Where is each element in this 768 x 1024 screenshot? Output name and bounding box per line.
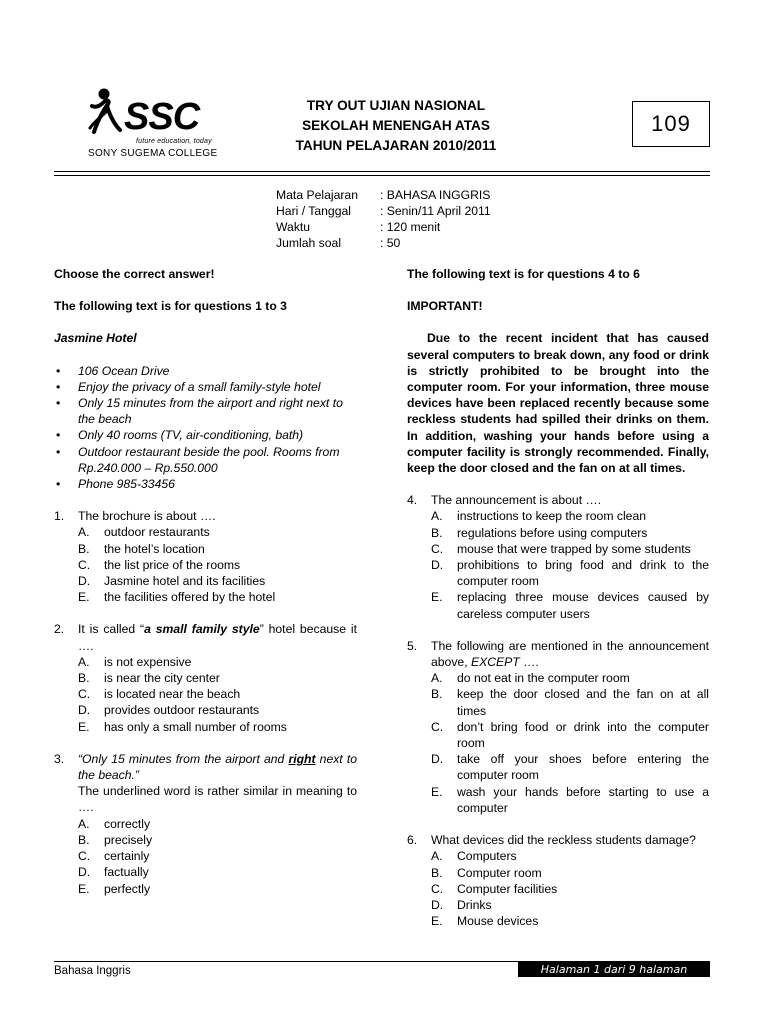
- option[interactable]: [78, 573, 357, 589]
- option[interactable]: [78, 832, 357, 848]
- meta-label: Waktu: [276, 220, 311, 234]
- option-text: outdoor restaurants: [104, 525, 210, 540]
- question-stem: The underlined word is rather similar in meaning to ….: [78, 784, 357, 815]
- question-6: [407, 832, 709, 848]
- option-text: is not expensive: [104, 654, 192, 669]
- question-number: 3.: [54, 751, 65, 766]
- emphasized-word: EXCEPT: [470, 655, 520, 670]
- meta-row: [276, 187, 491, 203]
- question-text: [431, 638, 709, 670]
- question-number: 2.: [54, 622, 65, 637]
- option[interactable]: [431, 541, 709, 557]
- option-letter: D.: [78, 703, 91, 718]
- option-text: the facilities offered by the hotel: [104, 590, 276, 605]
- question-text-part: ” hotel because it ….: [78, 622, 357, 653]
- option[interactable]: [431, 751, 709, 783]
- option-letter: E.: [78, 719, 90, 734]
- option[interactable]: [78, 686, 357, 702]
- option[interactable]: [78, 670, 357, 686]
- meta-label: Mata Pelajaran: [276, 188, 358, 202]
- option-text: replacing three mouse devices caused by careless computer users: [457, 590, 709, 621]
- question-number: 6.: [407, 833, 418, 848]
- option-text: has only a small number of rooms: [104, 719, 287, 734]
- option-letter: E.: [431, 590, 443, 605]
- meta-value: : BAHASA INGGRIS: [380, 188, 491, 202]
- option-text: provides outdoor restaurants: [104, 703, 260, 718]
- list-item: • Only 40 rooms (TV, air-conditioning, bath): [54, 427, 357, 443]
- exam-meta: [276, 187, 491, 251]
- option-text: Computer facilities: [457, 881, 558, 896]
- meta-row: [276, 235, 491, 251]
- option-text: wash your hands before starting to use a computer: [457, 784, 709, 815]
- meta-row: [276, 203, 491, 219]
- quote-part: next to the beach.”: [78, 751, 357, 783]
- footer-page-number: Halaman 1 dari 9 halaman: [518, 962, 710, 977]
- list-item: • Only 15 minutes from the airport and right next to the beach: [54, 395, 357, 427]
- option-letter: B.: [78, 671, 90, 686]
- ssc-wordmark: [80, 82, 230, 142]
- logo-college-name: SONY SUGEMA COLLEGE: [88, 148, 218, 159]
- list-item: • 106 Ocean Drive: [54, 363, 357, 379]
- passage-intro: The following text is for questions 1 to 3: [54, 299, 287, 314]
- option[interactable]: [78, 702, 357, 718]
- option-letter: C.: [431, 881, 444, 896]
- option-letter: B.: [431, 687, 443, 702]
- logo-tagline: future education, today: [136, 138, 212, 145]
- option[interactable]: [78, 881, 357, 897]
- option-text: take off your shoes before entering the computer room: [457, 752, 709, 783]
- passage-title: Jasmine Hotel: [54, 331, 137, 346]
- option[interactable]: [431, 686, 709, 718]
- option[interactable]: [431, 897, 709, 913]
- option-text: is near the city center: [104, 671, 220, 686]
- option[interactable]: [431, 525, 709, 541]
- question-6-options: [431, 848, 709, 929]
- title-line-2: SEKOLAH MENENGAH ATAS: [302, 118, 490, 133]
- option-text: mouse that were trapped by some students: [457, 541, 691, 556]
- option-text: instructions to keep the room clean: [457, 509, 647, 524]
- option[interactable]: [78, 816, 357, 832]
- brochure-list: [54, 363, 357, 493]
- option-letter: A.: [431, 671, 443, 686]
- option-letter: D.: [431, 897, 444, 912]
- option[interactable]: [431, 881, 709, 897]
- meta-label: Hari / Tanggal: [276, 204, 351, 218]
- option-letter: A.: [431, 849, 443, 864]
- option[interactable]: [431, 557, 709, 589]
- left-column: [54, 266, 357, 913]
- option-text: keep the door closed and the fan on at all times: [457, 687, 709, 718]
- instruction: Choose the correct answer!: [54, 267, 215, 281]
- option-letter: B.: [78, 541, 90, 556]
- option-text: Jasmine hotel and its facilities: [104, 574, 266, 589]
- list-item: • Phone 985-33456: [54, 476, 357, 492]
- option-letter: A.: [78, 816, 90, 831]
- question-text-part: It is called “: [78, 622, 145, 637]
- option-letter: E.: [431, 914, 443, 929]
- option-letter: B.: [78, 832, 90, 847]
- option-letter: C.: [431, 719, 444, 734]
- question-number: 4.: [407, 493, 418, 508]
- question-number: 1.: [54, 509, 65, 524]
- option-text: regulations before using computers: [457, 525, 648, 540]
- underlined-word: right: [288, 751, 316, 766]
- option-text: perfectly: [104, 881, 151, 896]
- question-text: The brochure is about ….: [78, 509, 216, 524]
- question-2-options: [78, 654, 357, 735]
- option-letter: E.: [78, 881, 90, 896]
- option-letter: E.: [431, 784, 443, 799]
- title-line-1: TRY OUT UJIAN NASIONAL: [306, 98, 486, 113]
- option[interactable]: [78, 557, 357, 573]
- option[interactable]: [78, 589, 357, 605]
- option-letter: C.: [78, 557, 91, 572]
- option-text: precisely: [104, 832, 153, 847]
- option-text: do not eat in the computer room: [457, 671, 630, 686]
- question-3: [54, 751, 357, 816]
- question-1: [54, 508, 357, 524]
- option-letter: C.: [431, 541, 444, 556]
- option-text: the hotel’s location: [104, 541, 205, 556]
- question-text: [78, 621, 357, 653]
- footer-subject: Bahasa Inggris: [54, 965, 131, 977]
- option[interactable]: [431, 508, 709, 524]
- announcement-passage: Due to the recent incident that has caused several computers to break down, any food or drink is strictly prohibited to be brought into the computer room. For your information, three mouse devices have been replaced recently because some reckless students had spilled their drinks on them. In addition, washing your hands before using a computer facility is strongly recommended. Finally, keep the door closed and the fan on at all times.: [407, 331, 709, 476]
- list-item: • Outdoor restaurant beside the pool. Rooms from Rp.240.000 – Rp.550.000: [54, 444, 357, 476]
- option[interactable]: [78, 524, 357, 540]
- option-letter: D.: [431, 752, 444, 767]
- exam-title: [262, 96, 530, 156]
- option-text: Drinks: [457, 897, 492, 912]
- option-text: Computer room: [457, 865, 542, 880]
- option[interactable]: [431, 865, 709, 881]
- question-text: What devices did the reckless students damage?: [431, 833, 696, 848]
- option-letter: A.: [431, 509, 443, 524]
- option-text: don’t bring food or drink into the computer room: [457, 719, 709, 751]
- option[interactable]: [78, 848, 357, 864]
- question-text-part: The following are mentioned in the announcement above,: [431, 638, 709, 670]
- logo-text: SSC: [124, 96, 200, 138]
- question-text: The announcement is about ….: [431, 493, 602, 508]
- question-number: 5.: [407, 638, 418, 653]
- option[interactable]: [431, 719, 709, 751]
- list-item: • Enjoy the privacy of a small family-style hotel: [54, 379, 357, 395]
- question-text: [78, 751, 357, 816]
- question-4-options: [431, 508, 709, 621]
- option-text: prohibitions to bring food and drink to the computer room: [457, 558, 709, 589]
- title-line-3: TAHUN PELAJARAN 2010/2011: [295, 138, 497, 153]
- question-2: [54, 621, 357, 653]
- quote-part: “Only 15 minutes from the airport and: [78, 751, 289, 766]
- passage-title: IMPORTANT!: [407, 299, 483, 314]
- option[interactable]: [431, 784, 709, 816]
- meta-label: Jumlah soal: [276, 236, 342, 250]
- option-letter: D.: [431, 558, 444, 573]
- option-text: factually: [104, 865, 149, 880]
- option-letter: D.: [78, 574, 91, 589]
- option[interactable]: [431, 848, 709, 864]
- option[interactable]: [78, 719, 357, 735]
- option-text: correctly: [104, 816, 151, 831]
- question-5: [407, 638, 709, 670]
- option-letter: B.: [431, 525, 443, 540]
- header-rule-thin: [54, 175, 710, 176]
- option[interactable]: [431, 670, 709, 686]
- option[interactable]: [78, 654, 357, 670]
- meta-value: : 50: [380, 236, 401, 250]
- question-1-options: [78, 524, 357, 605]
- question-4: [407, 492, 709, 508]
- option[interactable]: [431, 913, 709, 929]
- right-column: [407, 266, 709, 945]
- option-letter: C.: [78, 687, 91, 702]
- option[interactable]: [78, 541, 357, 557]
- option-text: is located near the beach: [104, 687, 241, 702]
- option[interactable]: [78, 864, 357, 880]
- option-letter: C.: [78, 849, 91, 864]
- question-3-options: [78, 816, 357, 897]
- option[interactable]: [431, 589, 709, 621]
- option-letter: A.: [78, 525, 90, 540]
- option-text: Computers: [457, 849, 517, 864]
- passage-intro: The following text is for questions 4 to 6: [407, 267, 640, 281]
- option-text: certainly: [104, 849, 150, 864]
- header-rule-thick: [54, 171, 710, 172]
- question-5-options: [431, 670, 709, 816]
- meta-row: [276, 219, 491, 235]
- option-letter: B.: [431, 865, 443, 880]
- option-text: the list price of the rooms: [104, 557, 241, 572]
- exam-code-box: 109: [632, 101, 710, 147]
- college-logo: [80, 82, 230, 164]
- question-text-part: ….: [519, 655, 539, 670]
- emphasized-phrase: a small family style: [144, 622, 260, 637]
- quote: [78, 752, 357, 782]
- option-letter: D.: [78, 865, 91, 880]
- option-letter: A.: [78, 654, 90, 669]
- meta-value: : Senin/11 April 2011: [380, 204, 491, 218]
- option-letter: E.: [78, 590, 90, 605]
- option-text: Mouse devices: [457, 914, 539, 929]
- meta-value: : 120 menit: [380, 220, 441, 234]
